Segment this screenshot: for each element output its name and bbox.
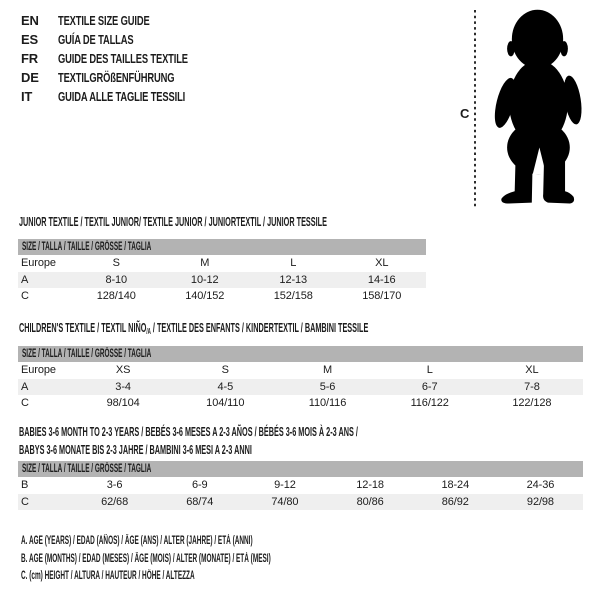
- table-cell: S: [112, 257, 120, 269]
- table-cell: 62/68: [101, 495, 129, 508]
- note-a: [21, 533, 467, 551]
- babies-section-title: [19, 423, 600, 458]
- children-section-title: [19, 321, 600, 339]
- language-code: IT: [21, 89, 33, 104]
- table-cell: C: [21, 397, 29, 409]
- table-row: [18, 494, 583, 511]
- table-cell: 12-13: [279, 273, 308, 286]
- table-cell: 80/86: [356, 495, 384, 508]
- children-title-part2: / TEXTILE DES ENFANTS / KINDERTEXTIL / BAMBINI TESSILE: [150, 320, 369, 335]
- babies-title-line1: [19, 423, 600, 441]
- babies-size-table: [18, 461, 583, 510]
- table-row: [18, 272, 426, 289]
- table-cell: 116/122: [410, 397, 449, 409]
- table-cell: 5-6: [319, 380, 336, 393]
- table-row: [18, 379, 583, 396]
- language-title: GUÍA DE TALLAS: [58, 32, 134, 47]
- table-row: [18, 362, 583, 379]
- junior-section-title: [19, 215, 569, 229]
- table-cell: B: [21, 479, 29, 491]
- table-cell: 7-8: [524, 380, 540, 393]
- language-title-list: [21, 11, 238, 106]
- baby-silhouette: [491, 10, 585, 204]
- babies-title-line2: [19, 441, 600, 459]
- table-cell: 10-12: [190, 273, 219, 286]
- language-title: TEXTILGRÖßENFÜHRUNG: [58, 70, 175, 85]
- table-cell: 68/74: [186, 495, 214, 508]
- size-header-label: SIZE / TALLA / TAILLE / GRÖSSE / TAGLIA: [22, 463, 152, 475]
- table-cell: 24-36: [526, 479, 555, 491]
- table-cell: 3-4: [115, 380, 131, 393]
- table-cell: 14-16: [367, 273, 396, 286]
- language-title: GUIDA ALLE TAGLIE TESSILI: [58, 89, 186, 104]
- table-cell: C: [21, 495, 29, 508]
- table-cell: 3-6: [106, 479, 123, 491]
- table-cell: 86/92: [441, 495, 469, 508]
- language-title: GUIDE DES TAILLES TEXTILE: [58, 51, 188, 66]
- junior-size-table: [18, 239, 426, 305]
- table-cell: M: [322, 364, 333, 376]
- table-cell: 92/98: [526, 495, 554, 508]
- legend-notes: [21, 533, 467, 586]
- babies-title-line2-text: BABYS 3-6 MONATE BIS 2-3 JAHRE / BAMBINI 3-6 MESI A 2-3 ANNI: [19, 441, 252, 457]
- language-row: [21, 68, 238, 87]
- note-a-text: A. AGE (YEARS) / EDAD (AÑOS) / ÂGE (ANS) / ALTER (JAHRE) / ETÀ (ANNI): [21, 535, 253, 547]
- table-cell: M: [200, 257, 210, 269]
- table-cell: 140/152: [185, 290, 225, 302]
- table-cell: 122/128: [512, 397, 552, 409]
- note-b-text: B. AGE (MONTHS) / EDAD (MESES) / ÂGE (MOIS) / ALTER (MONATE) / ETÀ (MESI): [21, 552, 271, 565]
- language-row: [21, 87, 238, 106]
- table-cell: 4-5: [217, 380, 234, 393]
- baby-height-figure: [458, 4, 594, 216]
- height-c-label: C: [460, 106, 470, 121]
- size-header-label: SIZE / TALLA / TAILLE / GRÖSSE / TAGLIA: [22, 348, 152, 360]
- table-cell: Europe: [21, 257, 56, 269]
- table-cell: 98/104: [106, 397, 140, 409]
- table-cell: 8-10: [105, 273, 128, 286]
- table-cell: 18-24: [441, 479, 470, 491]
- table-cell: XS: [115, 364, 131, 376]
- table-cell: XL: [375, 257, 389, 269]
- babies-title-line1-text: BABIES 3-6 MONTH TO 2-3 YEARS / BEBÉS 3-6 MESES A 2-3 AÑOS / BÉBÉS 3-6 MOIS À 2-3 ANS /: [19, 424, 358, 439]
- language-code: DE: [21, 70, 39, 85]
- table-cell: 9-12: [274, 479, 296, 491]
- table-cell: L: [426, 364, 433, 376]
- table-cell: A: [21, 273, 29, 286]
- table-cell: A: [21, 380, 29, 393]
- language-code: EN: [21, 13, 39, 28]
- children-size-header-bar: [18, 346, 583, 362]
- babies-size-header-bar: [18, 461, 583, 477]
- table-cell: Europe: [21, 364, 56, 376]
- table-row: [18, 477, 583, 494]
- language-row: [21, 49, 238, 68]
- children-title-part1: CHILDREN'S TEXTILE / TEXTIL NIÑO: [19, 320, 147, 335]
- table-cell: 104/110: [206, 397, 245, 409]
- table-cell: S: [221, 364, 229, 376]
- table-cell: L: [290, 257, 297, 269]
- note-c: [21, 568, 467, 586]
- table-row: [18, 255, 426, 272]
- table-cell: XL: [525, 364, 539, 376]
- table-cell: 110/116: [308, 397, 347, 409]
- table-cell: 128/140: [96, 290, 136, 302]
- table-cell: 12-18: [356, 479, 384, 491]
- table-cell: 152/158: [273, 290, 313, 302]
- children-title-subscript: /A: [146, 327, 151, 336]
- language-code: FR: [21, 51, 38, 66]
- baby-silhouette-graphic: [458, 4, 594, 216]
- table-row: [18, 288, 426, 305]
- table-row: [18, 395, 583, 412]
- language-row: [21, 11, 238, 30]
- table-cell: 158/170: [362, 290, 402, 302]
- note-c-text: C. (cm) HEIGHT / ALTURA / HAUTEUR / HÖHE / ALTEZZA: [21, 570, 195, 583]
- language-code: ES: [21, 32, 38, 47]
- table-cell: 6-7: [421, 380, 438, 393]
- language-row: [21, 30, 238, 49]
- size-header-label: SIZE / TALLA / TAILLE / GRÖSSE / TAGLIA: [22, 241, 152, 253]
- table-cell: 6-9: [191, 479, 208, 491]
- children-section-title-text: [19, 321, 368, 339]
- children-size-table: [18, 346, 583, 412]
- table-cell: 74/80: [271, 495, 299, 508]
- note-b: [21, 551, 467, 569]
- language-title: TEXTILE SIZE GUIDE: [58, 13, 150, 28]
- table-cell: C: [21, 290, 29, 302]
- junior-section-title-text: JUNIOR TEXTILE / TEXTIL JUNIOR/ TEXTILE JUNIOR / JUNIORTEXTIL / JUNIOR TESSILE: [19, 214, 327, 229]
- junior-size-header-bar: [18, 239, 426, 255]
